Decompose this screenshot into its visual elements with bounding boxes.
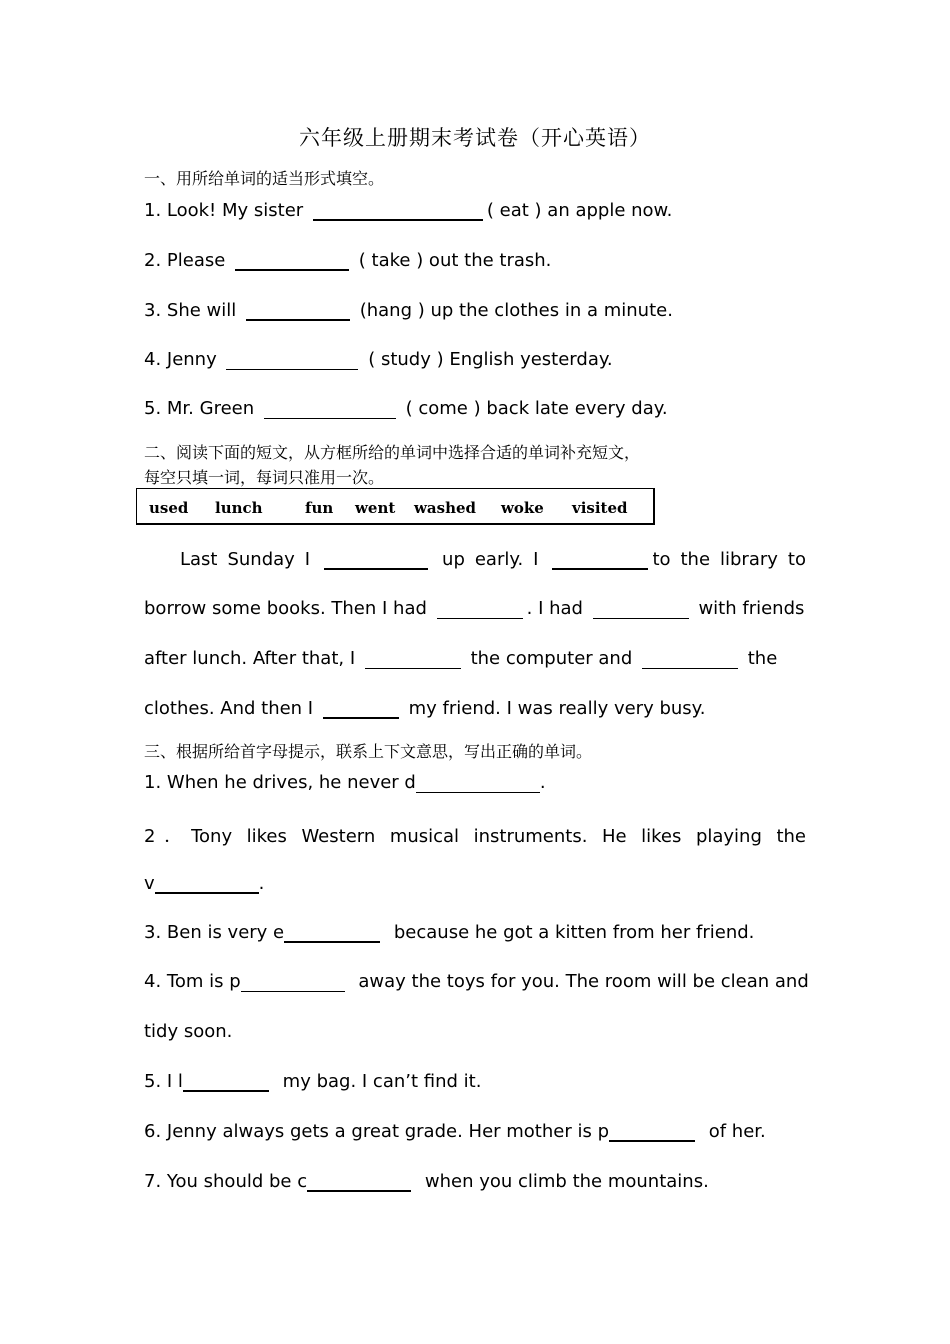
item-prefix: 5. Mr. Green <box>144 398 255 419</box>
part3-q2-line1 <box>144 822 806 848</box>
item-prefix: 3. She will <box>144 300 237 321</box>
word-bank-box <box>136 488 655 525</box>
part1-item-5 <box>144 398 668 419</box>
answer-blank[interactable] <box>226 349 358 370</box>
question-word: musical <box>389 826 460 847</box>
part1-item-2 <box>144 249 551 271</box>
answer-blank[interactable] <box>307 1170 411 1192</box>
question-text: . <box>258 873 265 894</box>
part3-q7 <box>144 1170 709 1192</box>
word-bank-word: washed <box>414 499 477 517</box>
passage-word: the <box>680 549 711 570</box>
question-text: . <box>539 772 546 793</box>
part3-q5 <box>144 1070 481 1092</box>
part1-heading: 一、用所给单词的适当形式填空。 <box>144 169 385 188</box>
word-bank-word: woke <box>501 499 544 517</box>
answer-blank[interactable] <box>241 971 345 992</box>
question-word: He <box>601 826 627 847</box>
passage-blank[interactable] <box>323 697 399 719</box>
question-word: instruments. <box>473 826 588 847</box>
page-title: 六年级上册期末考试卷（开心英语） <box>299 126 651 150</box>
answer-blank[interactable] <box>155 872 259 894</box>
question-text: because he got a kitten from her friend. <box>393 922 755 943</box>
part3-q3 <box>144 921 754 943</box>
answer-blank[interactable] <box>264 398 396 419</box>
question-text: 1. When he drives, he never d <box>144 772 416 793</box>
part3-q4-line2: tidy soon. <box>144 1021 233 1042</box>
question-text: 5. I l <box>144 1071 183 1092</box>
question-text: my bag. I can’t find it. <box>282 1071 482 1092</box>
question-text: away the toys for you. The room will be clean and <box>358 971 809 992</box>
item-prefix: 4. Jenny <box>144 349 217 370</box>
passage-word: to <box>787 549 806 570</box>
word-bank-word: used <box>149 499 189 517</box>
passage-text: after lunch. After that, I <box>144 648 356 669</box>
word-bank-word: visited <box>572 499 628 517</box>
item-suffix: ( come ) back late every day. <box>405 398 668 419</box>
passage-blank[interactable] <box>365 648 461 669</box>
part2-heading-line1: 二、阅读下面的短文，从方框所给的单词中选择合适的单词补充短文， <box>144 443 641 462</box>
part1-item-3 <box>144 299 673 321</box>
passage-text: the computer and <box>470 648 633 669</box>
part3-heading: 三、根据所给首字母提示，联系上下文意思，写出正确的单词。 <box>144 742 593 761</box>
part3-q1 <box>144 772 546 793</box>
passage-blank[interactable] <box>437 598 523 619</box>
part3-q6 <box>144 1120 766 1142</box>
item-prefix: 2. Please <box>144 250 226 271</box>
question-word: Western <box>301 826 376 847</box>
item-suffix: ( take ) out the trash. <box>358 250 552 271</box>
question-text: v <box>144 873 155 894</box>
item-suffix: ( study ) English yesterday. <box>368 349 613 370</box>
passage-word: Last <box>180 549 218 570</box>
answer-blank[interactable] <box>313 199 483 221</box>
question-text: of her. <box>708 1121 766 1142</box>
question-word: likes <box>641 826 682 847</box>
passage-line-1 <box>180 548 806 570</box>
question-word: likes <box>246 826 287 847</box>
passage-line-4 <box>144 697 705 719</box>
passage-blank[interactable] <box>642 648 738 669</box>
answer-blank[interactable] <box>183 1070 269 1092</box>
answer-blank[interactable] <box>246 299 350 321</box>
part2-heading-line2: 每空只填一词，每词只准用一次。 <box>144 468 385 487</box>
passage-text: my friend. I was really very busy. <box>408 698 706 719</box>
question-word: playing <box>695 826 762 847</box>
passage-text: clothes. And then I <box>144 698 314 719</box>
part3-q2-line2 <box>144 872 264 894</box>
passage-line-3 <box>144 648 777 669</box>
question-text: when you climb the mountains. <box>424 1171 709 1192</box>
question-text: 6. Jenny always gets a great grade. Her mother is p <box>144 1121 609 1142</box>
answer-blank[interactable] <box>609 1120 695 1142</box>
item-prefix: 1. Look! My sister <box>144 200 304 221</box>
passage-word: I <box>533 549 539 570</box>
passage-word: Sunday <box>227 549 295 570</box>
answer-blank[interactable] <box>284 921 380 943</box>
question-text: 3. Ben is very e <box>144 922 285 943</box>
passage-word: library <box>720 549 778 570</box>
passage-word: up <box>442 549 465 570</box>
question-word: 2．Tony <box>144 826 233 847</box>
passage-blank[interactable] <box>593 598 689 619</box>
question-text: 4. Tom is p <box>144 971 241 992</box>
part3-q4-line1 <box>144 971 809 992</box>
passage-line-2 <box>144 598 804 619</box>
word-bank-word: went <box>355 499 396 517</box>
word-bank-word: lunch <box>215 499 263 517</box>
item-suffix: ( eat ) an apple now. <box>486 200 673 221</box>
passage-word: early. <box>474 549 524 570</box>
word-bank-word: fun <box>305 499 334 517</box>
item-suffix: (hang ) up the clothes in a minute. <box>359 300 673 321</box>
answer-blank[interactable] <box>235 249 349 271</box>
passage-text: with friends <box>698 598 805 619</box>
passage-text: borrow some books. Then I had <box>144 598 427 619</box>
part1-item-4 <box>144 349 613 370</box>
answer-blank[interactable] <box>416 772 540 793</box>
passage-text: the <box>747 648 778 669</box>
question-text: 7. You should be c <box>144 1171 308 1192</box>
passage-text: . I had <box>526 598 583 619</box>
passage-word: I <box>304 549 311 570</box>
passage-word: to <box>652 549 671 570</box>
passage-blank[interactable] <box>552 548 648 570</box>
question-word: the <box>776 826 806 847</box>
passage-blank[interactable] <box>324 548 428 570</box>
part1-item-1 <box>144 199 672 221</box>
